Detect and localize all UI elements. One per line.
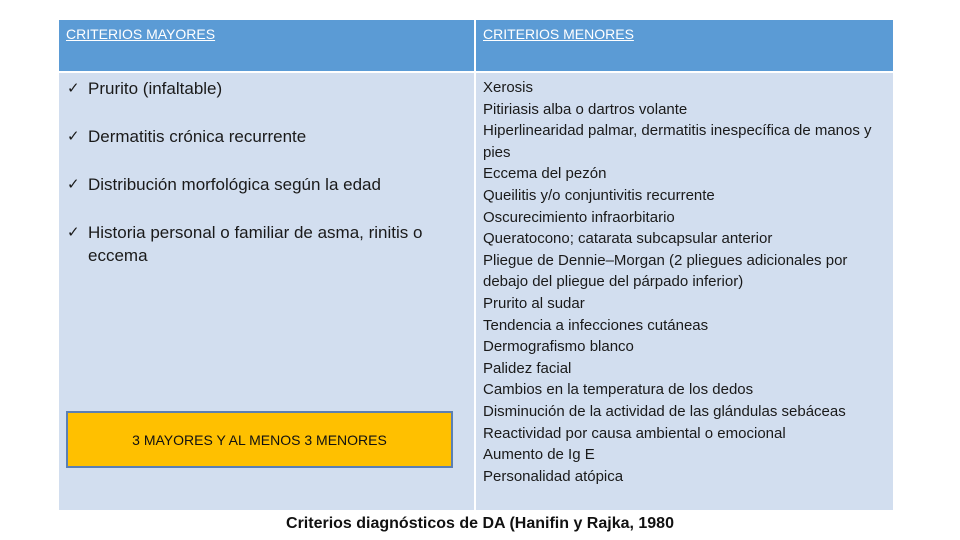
major-criterion-text: Distribución morfológica según la edad [88, 175, 381, 194]
list-item: Xerosis [483, 79, 534, 96]
table-header-row [59, 20, 893, 71]
list-item [67, 77, 467, 100]
list-item: Palidez facial [483, 359, 572, 377]
header-minor-criteria: CRITERIOS MENORES [476, 20, 893, 71]
checkmark-icon: ✓ [67, 80, 80, 97]
major-criterion-text: Historia personal o familiar de asma, rinitis o eccema [88, 223, 423, 265]
minor-criteria-list [483, 77, 886, 487]
checkmark-icon: ✓ [67, 224, 80, 241]
list-item: Cambios en la temperatura de los dedos [483, 381, 754, 399]
list-item: Pliegue de Dennie–Morgan (2 pliegues adicionales por debajo del pliegue del párpado inferior) [483, 251, 848, 291]
list-item: Queratocono; catarata subcapsular anterior [483, 230, 773, 248]
list-item: Prurito al sudar [483, 294, 585, 312]
major-criteria-cell [59, 73, 476, 510]
list-item: Pitiriasis alba o dartros volante [483, 100, 688, 118]
list-item: Queilitis y/o conjuntivitis recurrente [483, 186, 715, 204]
list-item: Disminución de la actividad de las glándulas sebáceas [483, 402, 846, 420]
list-item [67, 173, 467, 196]
major-criteria-list [67, 77, 467, 292]
list-item: Reactividad por causa ambiental o emocional [483, 424, 786, 442]
list-item: Aumento de Ig E [483, 446, 595, 464]
list-item: Personalidad atópica [483, 467, 624, 485]
table-body-row [59, 73, 893, 510]
list-item: Hiperlinearidad palmar, dermatitis inespecífica de manos y pies [483, 122, 872, 161]
checkmark-icon: ✓ [67, 176, 80, 193]
header-major-criteria: CRITERIOS MAYORES [59, 20, 476, 71]
major-criterion-text: Dermatitis crónica recurrente [88, 127, 307, 146]
minor-criteria-cell [476, 73, 893, 510]
criteria-table [59, 20, 893, 510]
list-item: Dermografismo blanco [483, 338, 634, 356]
list-item [67, 221, 467, 267]
figure-caption: Criterios diagnósticos de DA (Hanifin y Rajka, 1980 [286, 515, 674, 532]
list-item: Oscurecimiento infraorbitario [483, 208, 675, 226]
summary-rule-box: 3 MAYORES Y AL MENOS 3 MENORES [66, 411, 453, 468]
list-item: Tendencia a infecciones cutáneas [483, 316, 709, 334]
list-item: Eccema del pezón [483, 165, 607, 183]
list-item [67, 125, 467, 148]
checkmark-icon: ✓ [67, 128, 80, 145]
major-criterion-text: Prurito (infaltable) [88, 79, 223, 98]
